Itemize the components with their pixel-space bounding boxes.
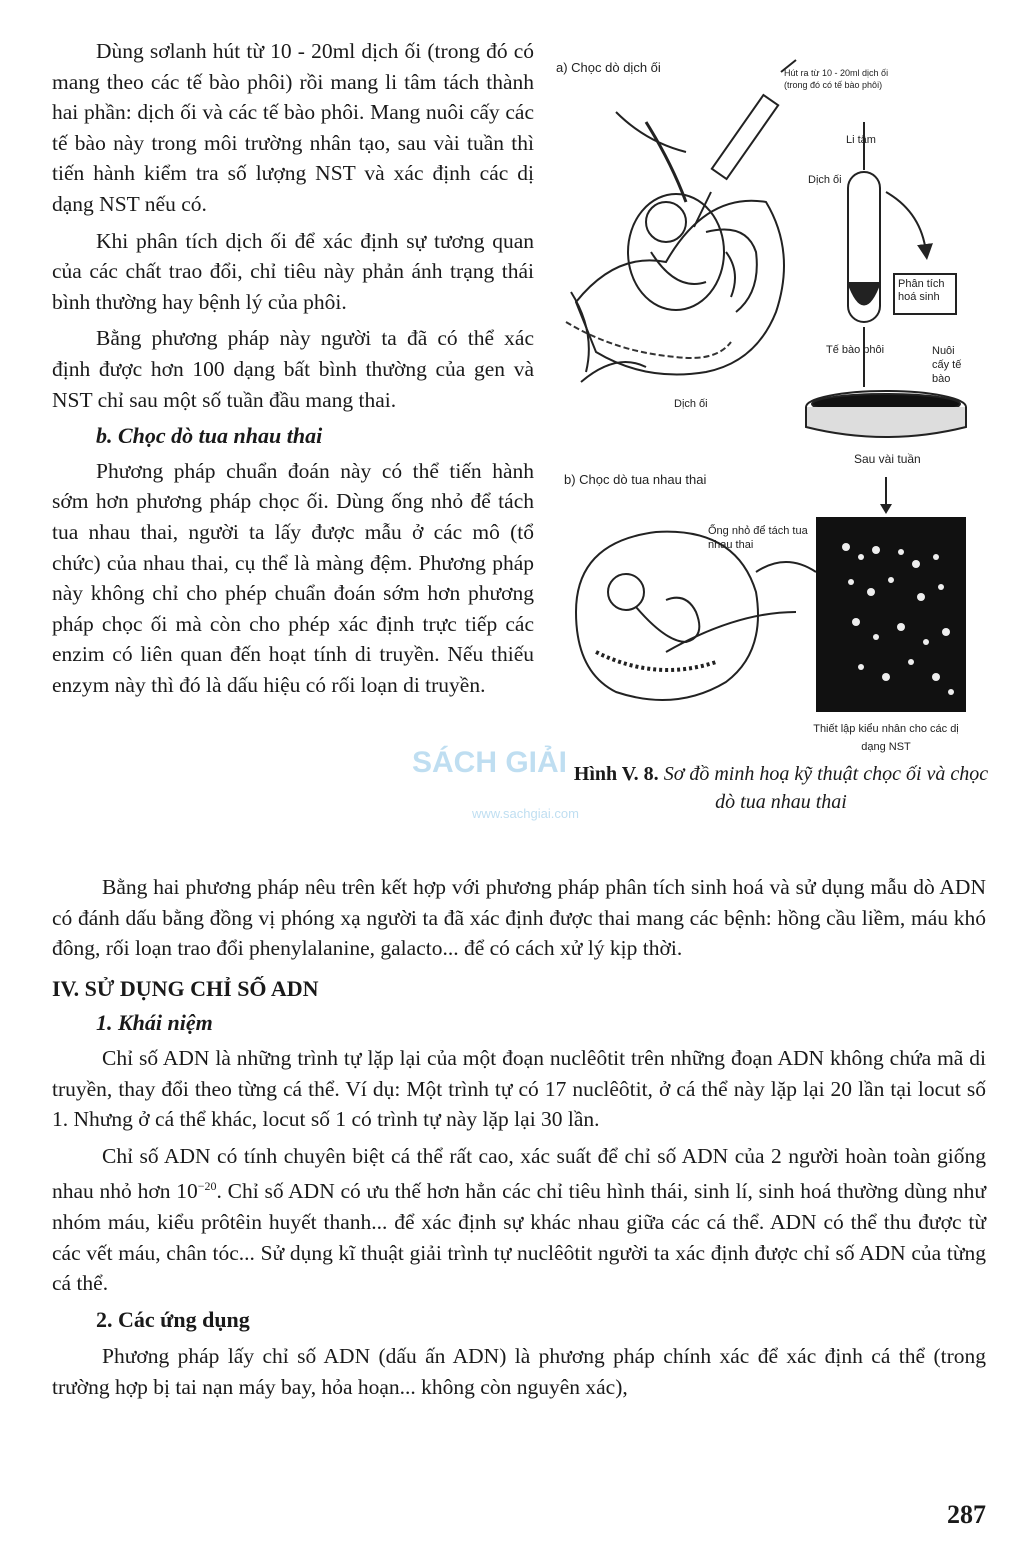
- figure-label-centrifuge: Li tâm: [846, 134, 876, 146]
- paragraph-applications: Phương pháp lấy chỉ số ADN (dấu ấn ADN) là phương pháp chính xác để xác định cá thể (trong trường hợp bị tai nạn máy bay, hỏa hoạn... không còn nguyên xác),: [52, 1344, 986, 1400]
- figure-label-culture: Nuôi cấy tế bào: [932, 345, 962, 385]
- paragraph-dna-index-definition: Chỉ số ADN là những trình tự lặp lại của một đoạn nuclêôtit trên những đoạn ADN không chứa mã di truyền, thay đổi theo từng cá thể. Ví dụ: Một trình tự có 17 nuclêôtit, ở cá thể này lặp lại 20 lần tại locut số 1. Nhưng ở cá thể khác, locut số 1 có trình tự này lặp lại 30 lần.: [52, 1045, 986, 1132]
- figure-label-syringe-note: (trong đó có tế bào phôi): [784, 80, 883, 90]
- figure-label-weeks: Sau vài tuần: [854, 452, 921, 466]
- figure-label-syringe: Hút ra từ 10 - 20ml dịch ối: [784, 68, 889, 78]
- figure-label-b: b) Chọc dò tua nhau thai: [564, 472, 707, 487]
- full-width-text: [52, 872, 986, 1409]
- caption-text: Sơ đồ minh hoạ kỹ thuật chọc ối và chọc dò tua nhau thai: [663, 763, 989, 813]
- heading-chorionic-villus: b. Chọc dò tua nhau thai: [96, 423, 323, 449]
- specificity-exponent: −20: [197, 1179, 217, 1194]
- paragraph-detection-result: Bằng phương pháp này người ta đã có thể xác định được hơn 100 dạng bất bình thường của gen và NST chỉ sau một số tuần đầu mang thai.: [52, 326, 534, 412]
- watermark-brand: SÁCH GIẢI: [412, 746, 568, 779]
- figure-label-karyotype: Thiết lập kiểu nhân cho các dị dạng NST: [813, 723, 959, 753]
- paragraph-amniotic-analysis: Khi phân tích dịch ối để xác định sự tương quan của các chất trao đổi, chỉ tiêu này phản ánh trạng thái bình thường hay bệnh lý của phôi.: [52, 228, 534, 314]
- watermark-url: www.sachgiai.com: [472, 806, 579, 821]
- figure-label-cells: Tế bào phôi: [826, 344, 885, 356]
- paragraph-chorionic-villus: Phương pháp chuẩn đoán này có thể tiến hành sớm hơn phương pháp chọc ối. Dùng ống nhỏ để tách tua nhau thai, người ta lấy được mẫu ở các mô (tổ chức) của nhau thai, cụ thể là màng đệm. Phương pháp này không chỉ cho phép chuẩn đoán sớm hơn phương pháp chọc ối mà còn cho phép xác định trực tiếp các enzim có liên quan đến hoạt tính di truyền. Nếu thiếu enzym này thì đó là dấu hiệu có rối loạn di truyền.: [52, 458, 534, 697]
- figure-label-tube-villus: Ống nhỏ để tách tua nhau thai: [708, 525, 808, 551]
- paragraph-combined-methods: Bằng hai phương pháp nêu trên kết hợp với phương pháp phân tích sinh hoá và sử dụng mẫu dò ADN có đánh dấu bằng đồng vị phóng xạ người ta đã xác định được thai mang các bệnh: hồng cầu liềm, máu khó đông, rối loạn trao đổi phenylalanine, galacto... để có cách xử lý kịp thời.: [52, 875, 986, 961]
- figure-label-tube-fluid: Dịch ối: [808, 174, 842, 186]
- specificity-text-b: . Chỉ số ADN có ưu thế hơn hẳn các chỉ tiêu hình thái, sinh lí, sinh hoá thường dùng như nhóm máu, kiểu prôtêin huyết thanh... để xác định sự khác nhau giữa các cá thể. ADN có thể thu được từ các vết máu, chân tóc... Sử dụng kĩ thuật giải trình tự nuclêôtit người ta xác định được chỉ số ADN của từng cá thể.: [52, 1179, 986, 1296]
- figure-amniocentesis-diagram: [556, 52, 996, 812]
- figure-caption: [566, 760, 996, 816]
- left-text-column: [52, 36, 534, 706]
- specificity-text-a: Chỉ số ADN có tính chuyên biệt cá thể rất cao, xác suất để chỉ số ADN của 2 người hoàn toàn giống nhau nhỏ hơn 10: [52, 1143, 986, 1204]
- subheading-concept: 1. Khái niệm: [96, 1010, 213, 1036]
- subheading-applications: 2. Các ứng dụng: [96, 1306, 250, 1332]
- page-number: 287: [947, 1500, 986, 1529]
- figure-label-biochem: Phân tích hoá sinh: [898, 278, 945, 303]
- figure-illustration: [556, 52, 996, 752]
- figure-label-a: a) Chọc dò dịch ối: [556, 60, 661, 75]
- paragraph-dna-index-specificity: [52, 1141, 986, 1299]
- figure-label-amniotic: Dịch ối: [674, 398, 708, 410]
- section-heading-dna-index: IV. SỬ DỤNG CHỈ SỐ ADN: [52, 975, 319, 1001]
- caption-number: Hình V. 8.: [573, 763, 659, 785]
- paragraph-amniocentesis-procedure: Dùng sơlanh hút từ 10 - 20ml dịch ối (trong đó có mang theo các tế bào phôi) rồi mang li tâm tách thành hai phần: dịch ối và các tế bào phôi. Mang nuôi cấy các tế bào này trong môi trường nhân tạo, sau vài tuần thì tiến hành kiểm tra số lượng NST và xác định các dị dạng NST nếu có.: [52, 39, 534, 216]
